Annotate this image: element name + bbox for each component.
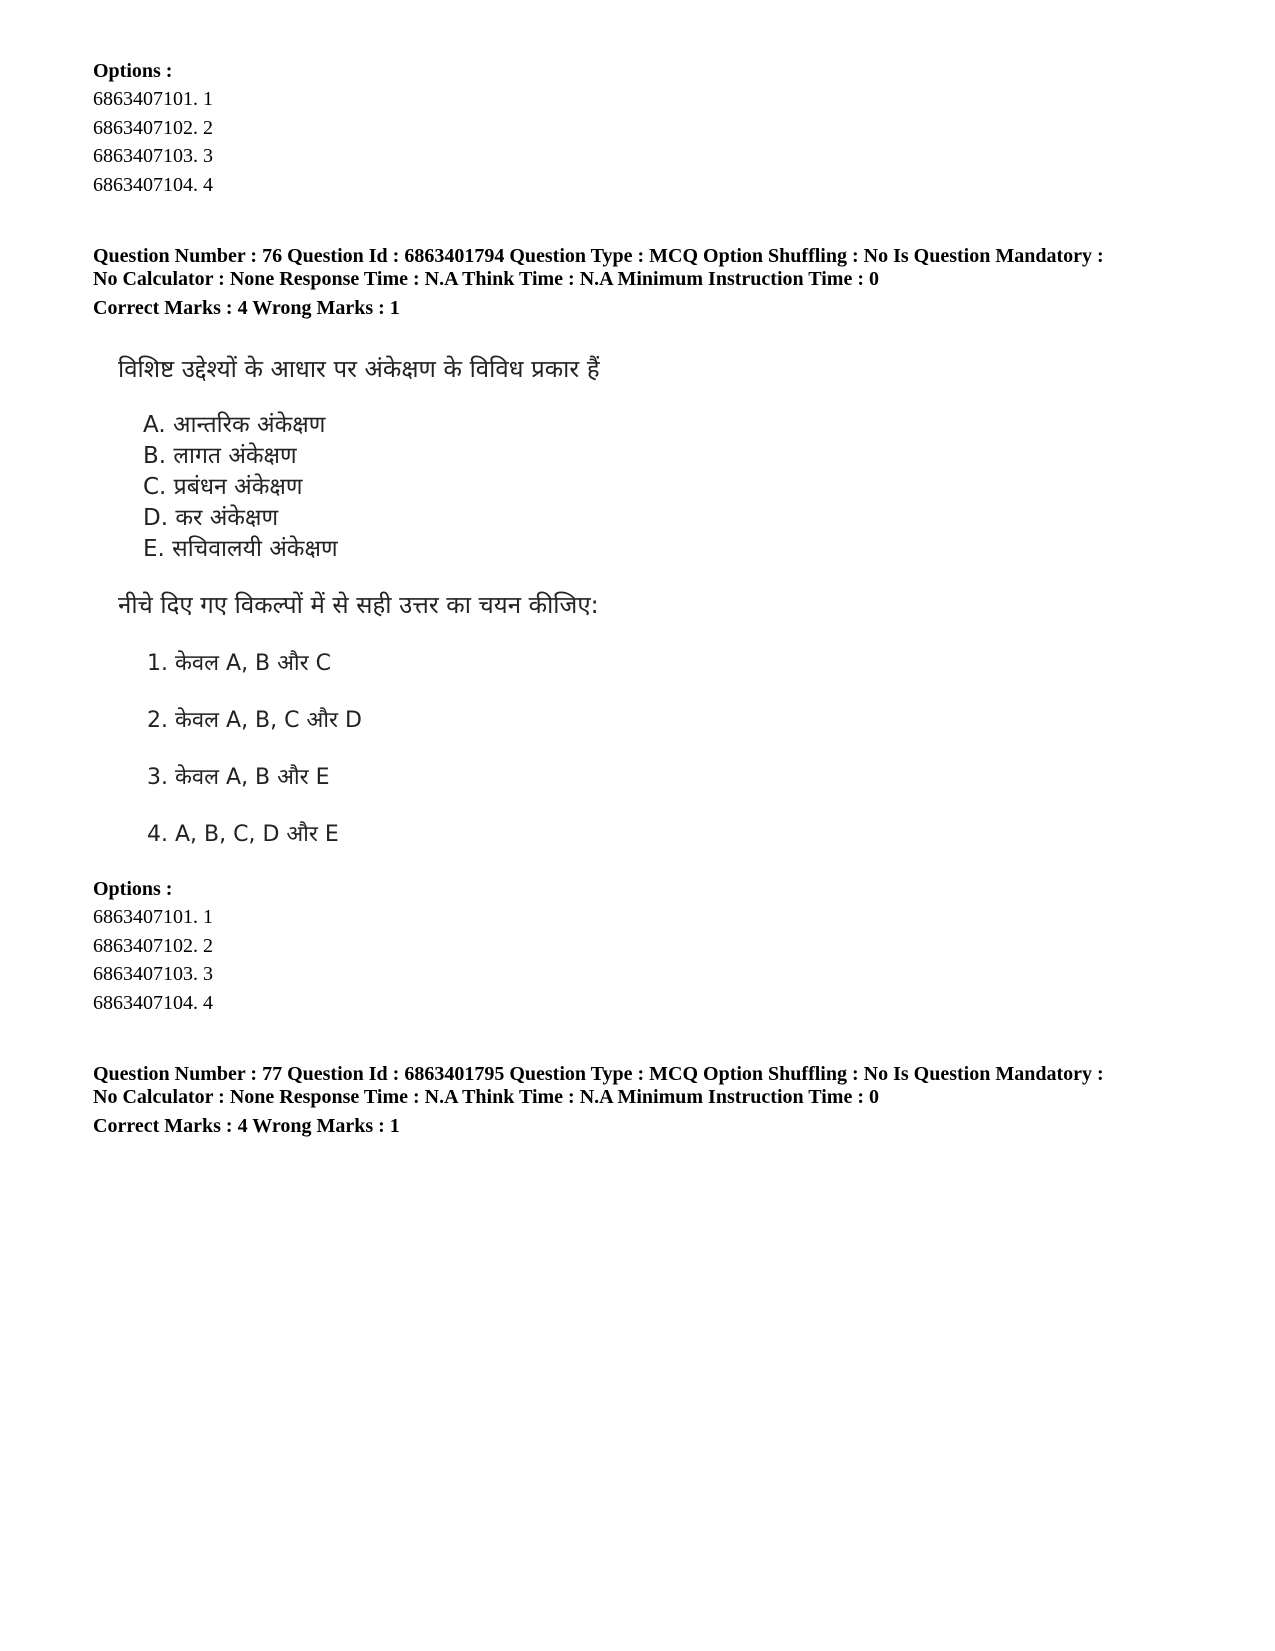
answer-choice: 2. केवल A, B, C और D	[147, 708, 362, 733]
statement-item: B. लागत अंकेक्षण	[143, 443, 297, 469]
option-item: 6863407101. 1	[93, 88, 213, 110]
answer-choice: 4. A, B, C, D और E	[147, 822, 339, 847]
statement-item: C. प्रबंधन अंकेक्षण	[143, 474, 303, 500]
question-meta-line-1: Question Number : 77 Question Id : 6863401795 Question Type : MCQ Option Shuffling : No Is Question Mandatory :	[93, 1063, 1104, 1085]
question-instruction: नीचे दिए गए विकल्पों में से सही उत्तर का चयन कीजिए:	[118, 591, 599, 619]
question-stem: विशिष्ट उद्देश्यों के आधार पर अंकेक्षण के विविध प्रकार हैं	[118, 355, 600, 383]
statement-item: E. सचिवालयी अंकेक्षण	[143, 536, 338, 562]
options-label: Options :	[93, 878, 173, 900]
options-label: Options :	[93, 60, 173, 82]
question-meta-line-1: Question Number : 76 Question Id : 6863401794 Question Type : MCQ Option Shuffling : No Is Question Mandatory :	[93, 245, 1104, 267]
question-marks: Correct Marks : 4 Wrong Marks : 1	[93, 1115, 400, 1137]
question-meta-line-2: No Calculator : None Response Time : N.A Think Time : N.A Minimum Instruction Time : 0	[93, 268, 879, 290]
statement-item: A. आन्तरिक अंकेक्षण	[143, 412, 326, 438]
option-item: 6863407103. 3	[93, 963, 213, 985]
option-item: 6863407101. 1	[93, 906, 213, 928]
option-item: 6863407102. 2	[93, 117, 213, 139]
statement-item: D. कर अंकेक्षण	[143, 505, 279, 531]
answer-choice: 1. केवल A, B और C	[147, 651, 332, 676]
question-meta-line-2: No Calculator : None Response Time : N.A Think Time : N.A Minimum Instruction Time : 0	[93, 1086, 879, 1108]
option-item: 6863407104. 4	[93, 174, 213, 196]
answer-choice: 3. केवल A, B और E	[147, 765, 330, 790]
option-item: 6863407102. 2	[93, 935, 213, 957]
question-marks: Correct Marks : 4 Wrong Marks : 1	[93, 297, 400, 319]
option-item: 6863407103. 3	[93, 145, 213, 167]
option-item: 6863407104. 4	[93, 992, 213, 1014]
